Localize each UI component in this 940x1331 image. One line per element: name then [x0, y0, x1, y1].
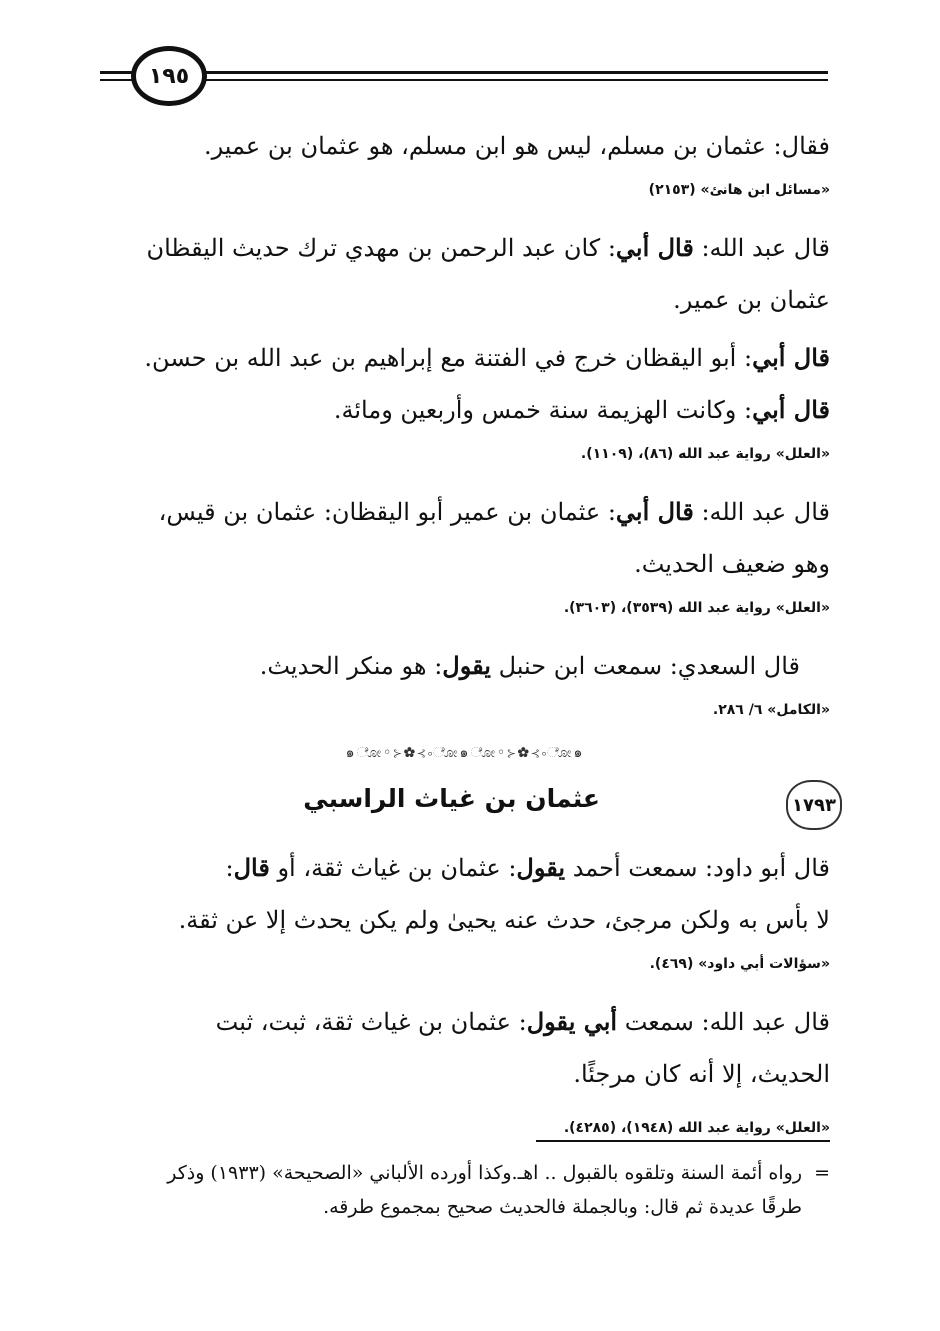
page-number-badge — [131, 46, 207, 106]
speaker-bold: قال أبي — [752, 395, 830, 424]
entry-number-badge — [786, 780, 842, 830]
footnote-continuation-mark: = — [814, 1162, 830, 1184]
entry-number: ١٧٩٣ — [792, 794, 836, 816]
footnote-text: رواه أئمة السنة وتلقوه بالقبول .. اهـ.وكذا أورده الألباني «الصحيحة» (١٩٣٣) وذكر — [167, 1162, 802, 1184]
footnote-line-1 — [100, 1156, 830, 1190]
paragraph-2 — [100, 222, 830, 274]
speaker-bold: قال أبي — [615, 233, 694, 262]
source-citation: «الكامل» ٦/ ٢٨٦. — [712, 702, 830, 718]
page-number: ١٩٥ — [148, 63, 190, 89]
paragraph-4 — [100, 384, 830, 436]
paragraph-8-line-2: الحديث، إلا أنه كان مرجئًا. — [573, 1060, 830, 1088]
paragraph-7-line-2: لا بأس به ولكن مرجئ، حدث عنه يحيىٰ ولم يكن يحدث إلا عن ثقة. — [178, 906, 830, 934]
footnote-text: طرقًا عديدة ثم قال: وبالجملة فالحديث صحيح بمجموع طرقه. — [323, 1196, 802, 1218]
paragraph-1 — [100, 120, 830, 172]
paragraph-7 — [100, 842, 830, 894]
paragraph-2-line-2: عثمان بن عمير. — [673, 286, 830, 314]
footnote — [100, 1156, 830, 1224]
speaker-bold: أبي يقول — [526, 1007, 618, 1036]
paragraph-text: قال عبد الله: سمعت — [617, 1008, 830, 1036]
paragraph-8 — [100, 996, 830, 1048]
ornament-divider: ๑ೋ◦⊱✿⊰◦ೋ๑ೋ◦⊱✿⊰◦ೋ๑ — [345, 745, 585, 761]
paragraph-text: : — [225, 854, 234, 882]
source-citation: «سؤالات أبي داود» (٤٦٩). — [649, 956, 830, 972]
header-rule-top — [100, 71, 828, 74]
footnote-line-2 — [100, 1190, 830, 1224]
paragraph-text: : عثمان بن عمير أبو اليقظان: عثمان بن قيس، — [158, 498, 616, 526]
speaker-bold: يقول — [442, 651, 491, 680]
paragraph-text: قال عبد الله: — [693, 234, 830, 262]
speaker-bold: يقول — [516, 853, 566, 882]
paragraph-5 — [100, 486, 830, 538]
paragraph-text: : أبو اليقظان خرج في الفتنة مع إبراهيم بن عبد الله بن حسن. — [144, 344, 753, 372]
page-header — [0, 44, 940, 114]
source-citation: «العلل» رواية عبد الله (٣٥٣٩)، (٣٦٠٣). — [563, 600, 830, 616]
speaker-bold: قال — [233, 853, 270, 882]
paragraph-text: قال السعدي: سمعت ابن حنبل — [490, 652, 800, 680]
paragraph-text: : عثمان بن غياث ثقة، أو — [269, 854, 517, 882]
header-rule-bottom — [100, 79, 828, 81]
speaker-bold: قال أبي — [752, 343, 830, 372]
entry-heading — [100, 776, 836, 836]
speaker-bold: قال أبي — [615, 497, 694, 526]
paragraph-text: : وكانت الهزيمة سنة خمس وأربعين ومائة. — [333, 396, 753, 424]
source-citation: «مسائل ابن هانئ» (٢١٥٣) — [648, 182, 830, 198]
footnote-separator — [536, 1140, 830, 1142]
source-citation: «العلل» رواية عبد الله (١٩٤٨)، (٤٢٨٥). — [563, 1120, 830, 1136]
paragraph-text: : عثمان بن غياث ثقة، ثبت، ثبت — [215, 1008, 527, 1036]
paragraph-3 — [100, 332, 830, 384]
page-content — [100, 120, 836, 1160]
paragraph-text: : هو منكر الحديث. — [259, 652, 443, 680]
paragraph-text: قال أبو داود: سمعت أحمد — [565, 854, 830, 882]
paragraph-text: : كان عبد الرحمن بن مهدي ترك حديث اليقظان — [146, 234, 616, 262]
paragraph-5-line-2: وهو ضعيف الحديث. — [634, 550, 830, 578]
source-citation: «العلل» رواية عبد الله (٨٦)، (١١٠٩). — [580, 446, 830, 462]
entry-title: عثمان بن غياث الراسبي — [303, 784, 600, 813]
paragraph-text: فقال: عثمان بن مسلم، ليس هو ابن مسلم، هو عثمان بن عمير. — [203, 132, 830, 160]
paragraph-6 — [100, 640, 830, 692]
paragraph-text: قال عبد الله: — [693, 498, 830, 526]
